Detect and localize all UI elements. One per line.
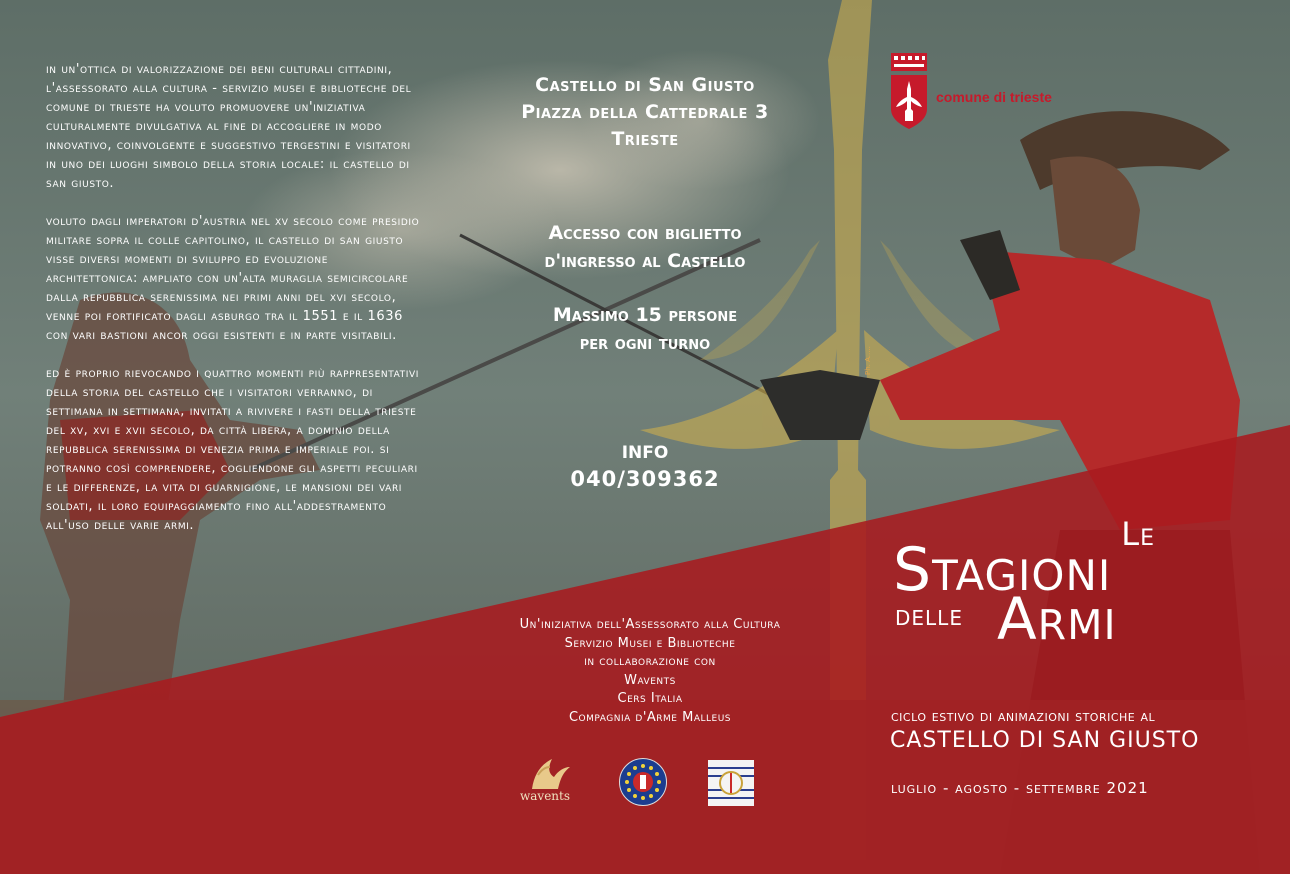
title-stagioni: Stagioni [893,535,1112,605]
credit-line: Un'iniziativa dell'Assessorato alla Cultura [519,617,781,632]
credits-block [470,616,830,727]
access-note [485,219,805,275]
title-armi: Armi [997,585,1117,653]
cers-italia-logo [619,758,667,806]
venue-line: Trieste [611,128,679,150]
title-le: Le [1121,515,1155,553]
partner-logos [518,755,768,810]
photo-credit-mark: Ph. A..... [864,346,872,375]
access-line: d'ingresso al Castello [544,250,746,272]
cers-stars-icon [620,759,666,805]
capacity-note [485,301,805,357]
wavents-wordmark: wavents [520,789,571,803]
wavents-logo [518,755,582,807]
intro-paragraph: in un'ottica di valorizzazione dei beni culturali cittadini, l'assessorato alla cultura - servizio musei e biblioteche del comune di trieste ha voluto promuovere un'iniziativa culturalmente divulgativa al fine di accogliere in modo innovativo, coinvolgente e suggestivo tergestini e visitatori in uno dei luoghi simbolo della storia locale: il castello di san giusto. [46,62,412,191]
event-title [885,515,1225,653]
credit-line: Wavents [624,672,676,688]
event-details [485,72,805,491]
intro-text [46,60,421,554]
credit-line: Cers Italia [617,691,683,706]
history-paragraph: voluto dagli imperatori d'austria nel xv secolo come presidio militare sopra il colle capitolino, il castello di san giusto visse diversi momenti di sviluppo ed evoluzione architettonica: ampliato con un'alta muraglia semicircolare dalla repubblica serenissima nei primi anni del xvi secolo, venne poi fortificato dagli asburgo tra il 1551 e il 1636 con vari bastioni ancor oggi esistenti e in parte visitabili. [46,214,420,343]
venue-line: Castello di San Giusto [535,74,755,96]
trieste-halberd-shield-icon [889,53,929,129]
capacity-line: per ogni turno [579,332,711,354]
malleus-crest-icon [708,760,754,806]
credit-line: Compagnia d'Arme Malleus [568,709,732,725]
title-delle: delle [895,599,963,632]
malleus-logo [708,760,754,806]
info-label: INFO [621,443,669,463]
comune-di-trieste-logo [889,53,1079,133]
venue-line: Piazza della Cattedrale 3 [521,101,769,123]
event-dates: luglio - agosto - settembre 2021 [891,779,1149,797]
access-line: Accesso con biglietto [548,222,742,244]
wavents-griffin-icon [518,755,582,791]
venue-address [485,72,805,153]
subtitle-castello: CASTELLO DI SAN GIUSTO [890,728,1200,753]
comune-di-trieste-wordmark: comune di trieste [936,89,1052,105]
event-paragraph: ed è proprio rievocando i quattro momenti più rappresentativi della storia del castello che i visitatori verranno, di settimana in settimana, invitati a rivivere i fasti della trieste del xv, xvi e xvii secolo, da città libera, a dominio della repubblica serenissima di venezia prima e imperiale poi. si potranno così comprendere, cogliendone gli aspetti peculiari e le differenze, la vita di guarnigione, le mansioni dei vari soldati, il loro equipaggiamento fino all'addestramento all'uso delle varie armi. [46,366,420,533]
info-phone: 040/309362 [570,467,720,491]
subtitle-ciclo: ciclo estivo di animazioni storiche al [891,707,1156,725]
credit-line: Servizio Musei e Biblioteche [564,635,736,651]
capacity-line: Massimo 15 persone [552,304,738,326]
credit-line: in collaborazione con [584,654,716,669]
